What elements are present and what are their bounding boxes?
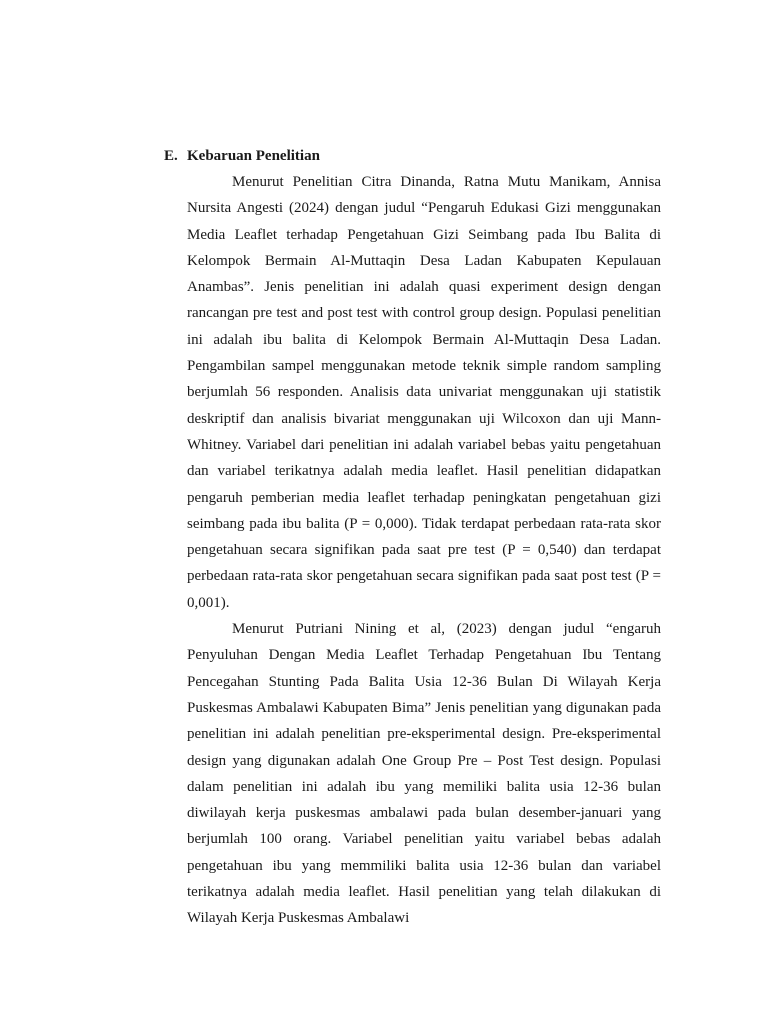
paragraph-1: Menurut Penelitian Citra Dinanda, Ratna Mutu Manikam, Annisa Nursita Angesti (2024) dengan judul “Pengaruh Edukasi Gizi menggunakan Media Leaflet terhadap Pengetahuan Gizi Seimbang pada Ibu Balita di Kelompok Bermain Al-Muttaqin Desa Ladan Kabupaten Kepulauan Anambas”. Jenis penelitian ini adalah quasi experiment design dengan rancangan pre test and post test with control group design. Populasi penelitian ini adalah ibu balita di Kelompok Bermain Al-Muttaqin Desa Ladan. Pengambilan sampel menggunakan metode teknik simple random sampling berjumlah 56 responden. Analisis data univariat menggunakan uji statistik deskriptif dan analisis bivariat menggunakan uji Wilcoxon dan uji Mann-Whitney. Variabel dari penelitian ini adalah variabel bebas yaitu pengetahuan dan variabel terikatnya adalah media leaflet. Hasil penelitian didapatkan pengaruh pemberian media leaflet terhadap peningkatan pengetahuan gizi seimbang pada ibu balita (P = 0,000). Tidak terdapat perbedaan rata-rata skor pengetahuan secara signifikan pada saat pre test (P = 0,540) dan terdapat perbedaan rata-rata skor pengetahuan secara signifikan pada saat post test (P = 0,001). xyxy=(187,174,661,611)
section-letter: E. xyxy=(164,148,178,164)
body-text xyxy=(187,169,661,932)
section-title: Kebaruan Penelitian xyxy=(187,148,320,164)
paragraph-2: Menurut Putriani Nining et al, (2023) dengan judul “engaruh Penyuluhan Dengan Media Leaflet Terhadap Pengetahuan Ibu Tentang Pencegahan Stunting Pada Balita Usia 12-36 Bulan Di Wilayah Kerja Puskesmas Ambalawi Kabupaten Bima” Jenis penelitian yang digunakan pada penelitian ini adalah penelitian pre-eksperimental design. Pre-eksperimental design yang digunakan adalah One Group Pre – Post Test design. Populasi dalam penelitian ini adalah ibu yang memiliki balita usia 12-36 bulan diwilayah kerja puskesmas ambalawi pada bulan desember-januari yang berjumlah 100 orang. Variabel penelitian yaitu variabel bebas adalah pengetahuan ibu yang memmiliki balita usia 12-36 bulan dan variabel terikatnya adalah media leaflet. Hasil penelitian yang telah dilakukan di Wilayah Kerja Puskesmas Ambalawi xyxy=(187,621,661,927)
section-heading xyxy=(164,145,320,167)
